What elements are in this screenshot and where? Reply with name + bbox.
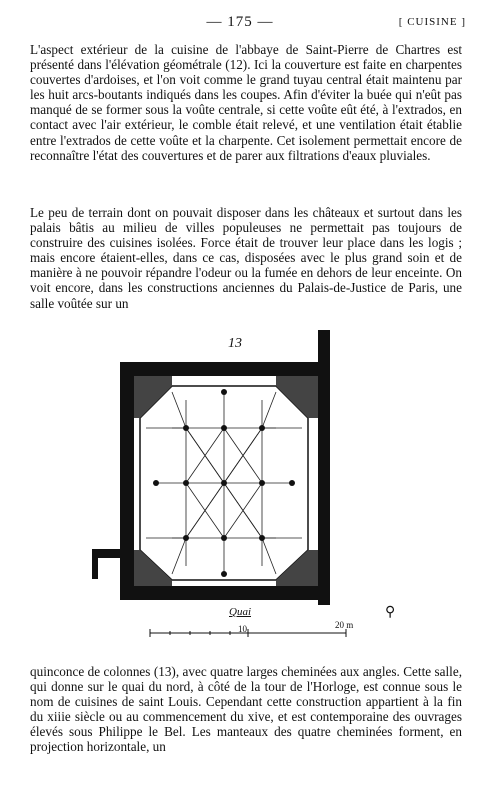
scale-label-20: 20 m	[335, 620, 354, 630]
figure-number: 13	[228, 336, 242, 351]
floor-plan-figure	[0, 330, 480, 650]
scale-label-10: 10	[238, 624, 247, 634]
floor-plan-drawing	[0, 330, 480, 650]
section-title: [ CUISINE ]	[398, 16, 466, 28]
paragraph-3: quinconce de colonnes (13), avec quatre larges cheminées aux angles. Cette salle, qui donne sur le quai du nord, à côté de la tour de l'Horloge, est connue sous le nom de cuisines de saint Louis. Cependant cette construction appartient à la fin du xiiie siècle ou au commencement du xive, et est contemporaine des ouvrages élevés sous Philippe le Bel. Les manteaux des quatre cheminées forment, en projection horizontale, un	[30, 664, 462, 755]
figure-caption: Quai	[229, 606, 251, 618]
paragraph-2: Le peu de terrain dont on pouvait disposer dans les châteaux et surtout dans les palais bâtis au milieu de villes populeuses ne permettait pas toujours de construire des cuisines isolées. Force était de trouver leur place dans les logis ; mais encore étaient-elles, dans ce cas, disposées avec le plus grand soin et de manière à ne pouvoir répandre l'odeur ou la fumée en dehors de leur enceinte. On voit encore, dans les constructions anciennes du Palais-de-Justice de Paris, une salle voûtée sur un	[30, 205, 462, 311]
scale-bar	[150, 629, 346, 637]
paragraph-1: L'aspect extérieur de la cuisine de l'abbaye de Saint-Pierre de Chartres est présenté dans l'élévation géométrale (12). Ici la couverture est faite en charpentes couvertes d'ardoises, et l'on voit comme le grand tuyau central était maintenu par les huit arcs-boutants indiqués dans les coupes. Afin d'éviter la buée qui n'eût pas manqué de se former sous la voûte centrale, si cette voûte eût été, à l'extrados, en contact avec l'air extérieur, le comble était relevé, et une ventilation était établie entre l'extrados de cette voûte et la charpente. Cet isolement permettait encore de reconnaître l'état des couvertures et de parer aux filtrations d'eaux pluviales.	[30, 42, 462, 163]
page-number: — 175 —	[206, 14, 274, 30]
page-header	[0, 14, 480, 36]
orientation-mark: ⚲	[385, 605, 396, 620]
